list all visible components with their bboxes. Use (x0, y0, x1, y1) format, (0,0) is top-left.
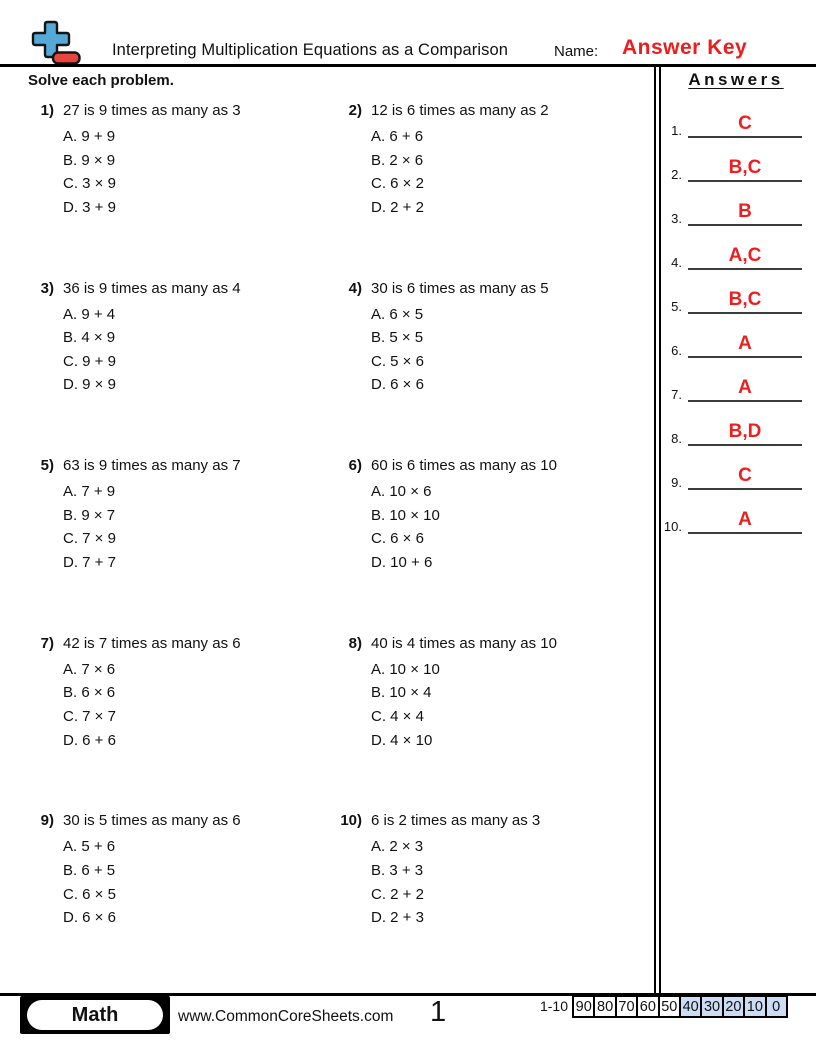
score-cell: 40 (679, 995, 702, 1018)
question-option: C. 3 × 9 (63, 175, 116, 193)
question-option: B. 10 × 4 (371, 684, 432, 702)
question-option: A. 9 + 9 (63, 128, 116, 145)
question-option: B. 9 × 9 (63, 151, 116, 169)
answer-item (656, 314, 806, 358)
answer-value: A (738, 377, 752, 398)
answer-value: C (738, 465, 752, 486)
question-number: 1) (40, 102, 54, 119)
answer-value: A,C (728, 245, 762, 266)
question-text: 36 is 9 times as many as 4 (63, 279, 241, 297)
question-option: C. 4 × 4 (371, 707, 424, 725)
question-option: B. 6 + 5 (63, 861, 116, 879)
score-range-label: 1-10 (539, 998, 568, 1014)
question-option: C. 9 + 9 (63, 352, 116, 370)
answer-blank-line (688, 114, 802, 138)
question-option: D. 2 + 3 (371, 909, 424, 927)
answer-item (656, 138, 806, 182)
score-table (528, 995, 788, 1018)
question-text: 42 is 7 times as many as 6 (63, 634, 241, 652)
question-text: 30 is 5 times as many as 6 (63, 812, 241, 830)
question-option: A. 5 + 6 (63, 838, 116, 856)
question-text: 6 is 2 times as many as 3 (371, 812, 541, 830)
answer-blank-line (688, 378, 802, 402)
answer-number: 1. (671, 123, 682, 138)
question-number: 6) (348, 457, 362, 475)
question-option: D. 4 × 10 (371, 731, 433, 749)
question-option: C. 6 × 2 (371, 175, 424, 193)
answer-number: 6. (671, 343, 682, 358)
question-option: D. 10 + 6 (371, 553, 433, 571)
answer-number: 4. (671, 255, 682, 270)
question-block (336, 633, 636, 811)
question-option: D. 9 × 9 (63, 376, 116, 394)
answer-value: B,D (728, 421, 762, 442)
score-cell: 90 (572, 995, 595, 1018)
question-option: B. 2 × 6 (371, 151, 424, 169)
question-option: C. 2 + 2 (371, 885, 424, 903)
question-options (371, 835, 540, 929)
answer-number: 5. (671, 299, 682, 314)
answers-list (656, 94, 806, 534)
question-option: B. 5 × 5 (371, 329, 424, 347)
question-option: D. 3 + 9 (63, 198, 116, 216)
answer-item (656, 402, 806, 446)
answer-blank-line (688, 510, 802, 534)
answer-number: 10. (663, 519, 682, 534)
question-option: C. 6 × 5 (63, 885, 116, 903)
answer-number: 9. (671, 475, 682, 490)
answer-blank-line (688, 246, 802, 270)
answer-value: C (738, 113, 752, 134)
question-block (28, 810, 336, 988)
score-cell: 50 (658, 995, 681, 1018)
answer-item (656, 94, 806, 138)
answer-number: 7. (671, 387, 682, 402)
question-option: C. 7 × 7 (63, 707, 116, 725)
answer-number: 2. (671, 167, 682, 182)
question-option: B. 3 + 3 (371, 861, 424, 879)
question-option: D. 6 × 6 (371, 376, 424, 394)
question-option: A. 6 + 6 (371, 128, 424, 145)
question-block (336, 278, 636, 456)
question-options (371, 480, 557, 574)
question-option: C. 6 × 6 (371, 530, 424, 548)
answer-item (656, 226, 806, 270)
question-option: D. 2 + 2 (371, 198, 424, 216)
question-number: 2) (348, 102, 362, 119)
question-options (371, 303, 549, 397)
page-number: 1 (430, 996, 447, 1028)
question-options (63, 480, 241, 574)
question-block (28, 633, 336, 811)
answer-key-text: Answer Key (622, 36, 748, 59)
answer-value: B (738, 201, 752, 222)
question-text: 60 is 6 times as many as 10 (371, 457, 557, 475)
answers-heading: Answers (688, 70, 784, 89)
question-option: D. 6 × 6 (63, 909, 116, 927)
question-option: A. 2 × 3 (371, 838, 424, 856)
question-number: 5) (40, 457, 54, 475)
header-divider (0, 64, 816, 67)
question-options (63, 835, 241, 929)
website-url: www.CommonCoreSheets.com (178, 1008, 394, 1025)
question-options (63, 658, 241, 752)
question-option: B. 6 × 6 (63, 684, 116, 702)
question-number: 4) (348, 279, 362, 297)
question-number: 3) (40, 279, 54, 297)
answer-number: 3. (671, 211, 682, 226)
score-cell: 70 (615, 995, 638, 1018)
question-option: A. 9 + 4 (63, 305, 116, 323)
answer-blank-line (688, 422, 802, 446)
question-option: B. 4 × 9 (63, 329, 116, 347)
question-text: 40 is 4 times as many as 10 (371, 634, 557, 652)
score-cells (574, 995, 788, 1018)
score-cell: 20 (722, 995, 745, 1018)
question-text: 12 is 6 times as many as 2 (371, 102, 549, 119)
minus-icon (53, 53, 80, 64)
question-option: A. 7 × 6 (63, 660, 116, 678)
answer-item (656, 270, 806, 314)
question-block (336, 455, 636, 633)
question-option: A. 10 × 10 (371, 660, 440, 678)
question-option: D. 6 + 6 (63, 731, 116, 749)
question-number: 10) (340, 812, 362, 830)
name-label: Name: (554, 43, 599, 60)
question-option: A. 7 + 9 (63, 483, 116, 501)
question-option: B. 10 × 10 (371, 506, 440, 524)
score-cell: 0 (765, 995, 788, 1018)
question-text: 30 is 6 times as many as 5 (371, 279, 549, 297)
question-block (28, 278, 336, 456)
answer-blank-line (688, 334, 802, 358)
question-block (28, 100, 336, 278)
answer-item (656, 490, 806, 534)
answer-item (656, 446, 806, 490)
score-cell: 80 (593, 995, 616, 1018)
score-cell: 60 (636, 995, 659, 1018)
answer-value: A (738, 509, 752, 530)
subject-badge (20, 996, 170, 1034)
question-option: C. 7 × 9 (63, 530, 116, 548)
question-block (28, 455, 336, 633)
question-option: C. 5 × 6 (371, 352, 424, 370)
answer-value: B,C (728, 289, 762, 310)
question-number: 9) (40, 812, 54, 830)
question-text: 27 is 9 times as many as 3 (63, 102, 241, 119)
question-option: A. 6 × 5 (371, 305, 424, 323)
question-number: 7) (40, 634, 54, 652)
subject-label: Math (27, 1000, 163, 1030)
answer-blank-line (688, 290, 802, 314)
instruction-text: Solve each problem. (28, 72, 174, 89)
question-options (371, 125, 549, 219)
question-option: B. 9 × 7 (63, 506, 116, 524)
question-options (63, 303, 241, 397)
answer-blank-line (688, 202, 802, 226)
question-text: 63 is 9 times as many as 7 (63, 457, 241, 475)
score-cell: 10 (743, 995, 766, 1018)
question-options (63, 125, 241, 219)
answer-number: 8. (671, 431, 682, 446)
answer-item (656, 182, 806, 226)
question-number: 8) (348, 634, 362, 652)
answer-value: B,C (728, 157, 762, 178)
question-option: A. 10 × 6 (371, 483, 432, 501)
answer-item (656, 358, 806, 402)
questions-grid (28, 100, 643, 988)
question-block (336, 100, 636, 278)
question-block (336, 810, 636, 988)
answer-value: A (738, 333, 752, 354)
page-title: Interpreting Multiplication Equations as a Comparison (112, 41, 509, 59)
answer-blank-line (688, 466, 802, 490)
question-options (371, 658, 557, 752)
answer-blank-line (688, 158, 802, 182)
question-option: D. 7 + 7 (63, 553, 116, 571)
score-cell: 30 (700, 995, 723, 1018)
